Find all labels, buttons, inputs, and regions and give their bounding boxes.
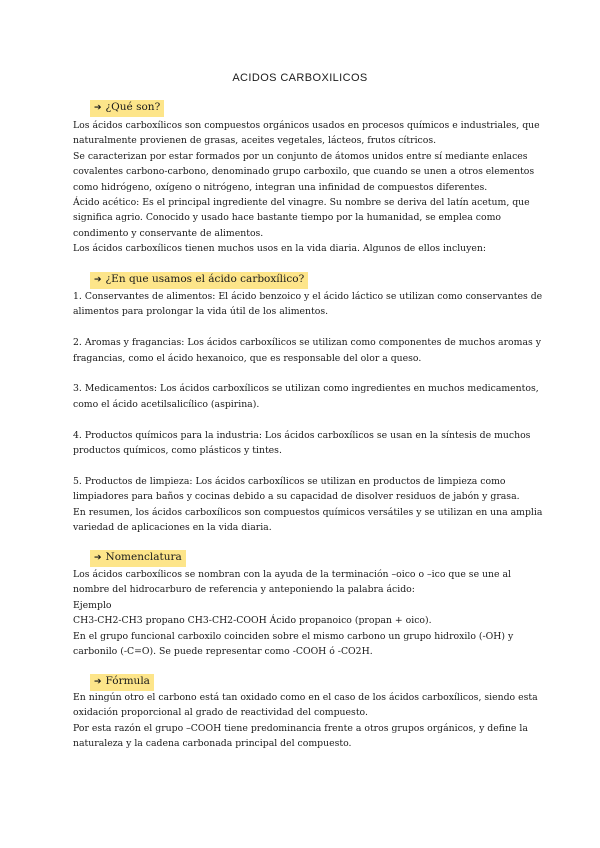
paragraph: Se caracterizan por estar formados por un conjunto de átomos unidos entre sí mediante enlaces covalentes carbono-carbono, denominado grupo carboxilo, que cuando se unen a otros elementos como hidrógeno, oxígeno o nitrógeno, integran una infinidad de compuestos diferentes.: [73, 150, 535, 193]
section-heading-usos: ➔ ¿En que usamos el ácido carboxílico?: [90, 272, 308, 289]
paragraph: Los ácidos carboxílicos son compuestos orgánicos usados en procesos químicos e industriales, que naturalmente provienen de grasas, aceites vegetales, lácteos, frutos cítricos.: [73, 120, 540, 147]
paragraph: Los ácidos carboxílicos se nombran con la ayuda de la terminación –oico o –ico que se une al nombre del hidrocarburo de referencia y anteponiendo la palabra ácido:: [73, 569, 511, 596]
paragraph: Ácido acético: Es el principal ingrediente del vinagre. Su nombre se deriva del latín acetum, que significa agrio. Conocido y usado hace bastante tiempo por la humanidad, se emplea como condimento y conservante de alimentos.: [73, 197, 530, 239]
arrow-right-icon: ➔: [94, 103, 102, 113]
paragraph: Por esta razón el grupo –COOH tiene predominancia frente a otros grupos orgánicos, y define la naturaleza y la cadena carbonada principal del compuesto.: [73, 722, 528, 750]
list-item: 3. Medicamentos: Los ácidos carboxílicos se utilizan como ingredientes en muchos medicamentos, como el ácido acetilsalicílico (aspirina).: [73, 383, 539, 410]
list-item: 5. Productos de limpieza: Los ácidos carboxílicos se utilizan en productos de limpieza como limpiadores para baños y cocinas debido a su capacidad de disolver residuos de jabón y grasa.: [73, 475, 520, 503]
arrow-right-icon: ➔: [94, 275, 102, 285]
section-heading-formula: ➔ Fórmula: [90, 674, 154, 691]
section-body-que-son: [73, 118, 543, 257]
list-item: 4. Productos químicos para la industria: Los ácidos carboxílicos se usan en la síntesis de muchos productos químicos, como plásticos y tintes.: [73, 429, 531, 457]
paragraph: Los ácidos carboxílicos tienen muchos usos en la vida diaria. Algunos de ellos incluyen:: [73, 243, 487, 255]
paragraph: CH3-CH2-CH3 propano CH3-CH2-COOH Ácido propanoico (propan + oico).: [73, 615, 432, 627]
section-heading-que-son: ➔ ¿Qué son?: [90, 100, 164, 117]
document-title: ACIDOS CARBOXILICOS: [232, 72, 368, 84]
list-item: 1. Conservantes de alimentos: El ácido benzoico y el ácido láctico se utilizan como conservantes de alimentos para prolongar la vida útil de los alimentos.: [73, 291, 543, 318]
arrow-right-icon: ➔: [94, 553, 102, 563]
paragraph: Ejemplo: [73, 599, 112, 611]
section-body-usos: [73, 289, 543, 535]
arrow-right-icon: ➔: [94, 677, 102, 687]
paragraph: En resumen, los ácidos carboxílicos son compuestos químicos versátiles y se utilizan en una amplia variedad de aplicaciones en la vida diaria.: [73, 506, 543, 534]
section-body-formula: [73, 690, 543, 752]
paragraph: En el grupo funcional carboxilo coinciden sobre el mismo carbono un grupo hidroxilo (-OH) y carbonilo (-C=O). Se puede representar como -COOH ó -CO2H.: [73, 630, 514, 658]
section-heading-nomenclatura: ➔ Nomenclatura: [90, 550, 186, 567]
paragraph: En ningún otro el carbono está tan oxidado como en el caso de los ácidos carboxílicos, siendo esta oxidación proporcional al grado de reactividad del compuesto.: [73, 692, 538, 719]
list-item: 2. Aromas y fragancias: Los ácidos carboxílicos se utilizan como componentes de muchos aromas y fragancias, como el ácido hexanoico, que es responsable del olor a queso.: [73, 337, 541, 364]
section-body-nomenclatura: [73, 567, 543, 659]
